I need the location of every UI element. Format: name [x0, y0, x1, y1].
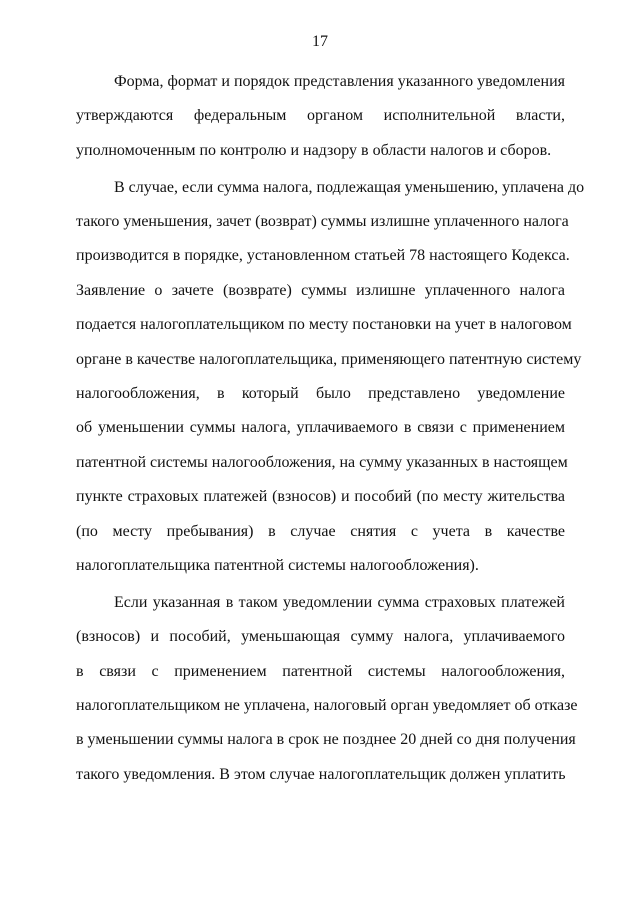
text-line: такого уведомления. В этом случае налогоплательщик должен уплатить	[76, 765, 566, 783]
text-line: Форма, формат и порядок представления указанного уведомления	[114, 73, 565, 90]
text-line: патентной системы налогообложения, на сумму указанных в настоящем	[76, 453, 568, 471]
text-line: органе в качестве налогоплательщика, применяющего патентную систему	[76, 350, 582, 368]
text-line: в уменьшении суммы налога в срок не позднее 20 дней со дня получения	[76, 731, 576, 749]
text-line: в связи с применением патентной системы налогообложения,	[76, 662, 565, 680]
text-line: налогоплательщика патентной системы налогообложения).	[76, 556, 479, 574]
text-line: В случае, если сумма налога, подлежащая уменьшению, уплачена до	[114, 178, 585, 196]
text-line: утверждаются федеральным органом исполнительной власти,	[76, 107, 565, 125]
text-line: Если указанная в таком уведомлении сумма страховых платежей	[114, 593, 565, 611]
text-line: уполномоченным по контролю и надзору в области налогов и сборов.	[76, 141, 552, 159]
text-line: производится в порядке, установленном статьей 78 настоящего Кодекса.	[76, 247, 570, 265]
text-line: налогообложения, в который было представлено уведомление	[76, 385, 565, 403]
document-body	[76, 73, 585, 800]
text-line: подается налогоплательщиком по месту постановки на учет в налоговом	[76, 316, 572, 334]
text-line: такого уменьшения, зачет (возврат) суммы излишне уплаченного налога	[76, 213, 569, 231]
page-number: 17	[312, 33, 328, 50]
text-line: пункте страховых платежей (взносов) и пособий (по месту жительства	[76, 488, 565, 506]
text-line: (взносов) и пособий, уменьшающая сумму налога, уплачиваемого	[76, 628, 565, 646]
text-line: об уменьшении суммы налога, уплачиваемого в связи с применением	[76, 419, 565, 437]
text-line: налогоплательщиком не уплачена, налоговый орган уведомляет об отказе	[76, 697, 578, 715]
text-line: Заявление о зачете (возврате) суммы излишне уплаченного налога	[76, 281, 565, 299]
text-line: (по месту пребывания) в случае снятия с учета в качестве	[76, 522, 565, 540]
